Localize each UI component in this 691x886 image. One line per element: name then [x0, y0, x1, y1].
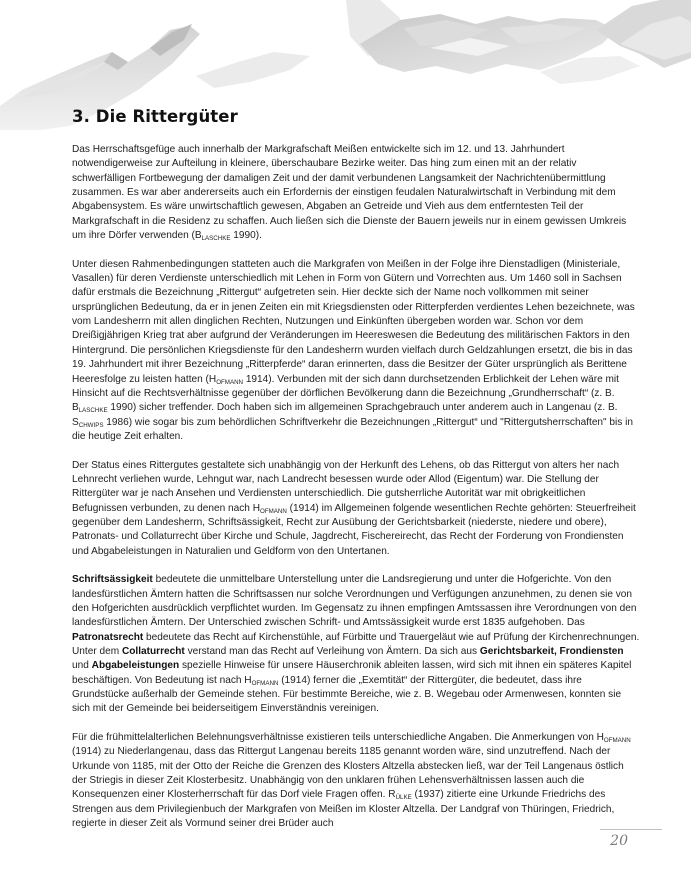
author-name-smallcaps: OFMANN	[251, 679, 279, 687]
paragraph	[72, 143, 640, 243]
text-run: Für die frühmittelalterlichen Belehnungsverhältnisse existieren teils unterschiedliche Angaben. Die Anmerkungen von H	[72, 732, 604, 744]
text-run: bedeutete die unmittelbare Unterstellung unter die Landsregierung und unter die Hofgerichte. Von den landesfürstlichen Ämtern hatten die Schriftsassen nur solche Verordnungen und Verfügungen anzunehmen, zu denen sie von den Hofgerichten ausdrücklich verpflichtet wurden. Im Gegensatz zu ihnen empfingen Amtssassen ihre Verordnungen von den landesfürstlichen Ämtern. Der Unterschied zwischen Schrift- und Amtssässigkeit wurde erst 1835 aufgehoben. Das	[72, 574, 637, 629]
text-run: Das Herrschaftsgefüge auch innerhalb der Markgrafschaft Meißen entwickelte sich im 12. und 13. Jahrhundert notwendigerweise zur Aufteilung in kleinere, überschaubare Bezirke weiter. Das hing zum einen mit an der relativ schwerfälligen Fortbewegung der damaligen Zeit und der damit verbundenen Langsamkeit der Nachrichtenübermittlung zusammen. Es war aber andererseits auch ein Erfordernis der einstigen feudalen Naturalwirtschaft in Verbindung mit dem Abgabensystem. Es wäre unwirtschaftlich gewesen, Abgaben an Getreide und Vieh aus dem entferntesten Teil der Markgrafschaft in die Residenz zu schaffen. Auch ließen sich die Dienste der Bauern jeweils nur in einem gewissen Umkreis um ihre Dörfer verwenden (B	[72, 144, 627, 242]
text-run: 1990) sicher treffender. Doch haben sich im allgemeinen Sprachgebrauch unter anderem auch in Langenau (z. B. S	[72, 402, 618, 428]
bold-term: Abgabeleistungen	[91, 660, 180, 672]
text-run: Unter diesen Rahmenbedingungen statteten auch die Markgrafen von Meißen in der Folge ihre Dienstadligen (Ministeriale, Vasallen) für deren Verdienste unterschiedlich mit Lehen in Form von Gütern und Vorrechten aus. Um 1460 soll in Sachsen dafür erstmals die Bezeichnung „Rittergut“ aufgetreten sein. Hier deckte sich der Name noch vollkommen mit seiner ursprünglichen Bedeutung, da er in jenen Zeiten ein mit Kriegsdiensten oder Ritterpferden verdientes Lehen bezeichnete, was vom Landesherrn mit allen dinglichen Rechten, Nutzungen und Einkünften übergeben worden war. Schon vor dem Dreißigjährigen Krieg trat aber aufgrund der Veränderungen im Heereswesen die Bedeutung des militärischen Faktors in den Hintergrund. Die persönlichen Kriegsdienste für den Landesherrn wurden vielfach durch Geldzahlungen ersetzt, die bis in das 19. Jahrhundert mit ihrer Bezeichnung „Ritterpferde“ daran erinnerten, dass die Besitzer der Güter ursprünglich als Berittene Heeresfolge zu leisten hatten (H	[72, 258, 635, 385]
bold-term: Schriftsässigkeit	[72, 574, 153, 586]
text-run: und	[72, 660, 92, 672]
author-name-smallcaps: OFMANN	[216, 378, 244, 386]
bold-term: Collaturrecht	[121, 646, 185, 658]
text-run: Der Status eines Rittergutes gestaltete sich unabhängig von der Herkunft des Lehens, ob das Rittergut von alters her nach Lehnrecht verliehen wurde, Lehngut war, nach Landrecht besessen wurde oder Allod (Eigentum) war. Die Stellung der Rittergüter war je nach Ansehen und Verdiensten unterschiedlich. Die gutsherrliche Autorität war mit obrigkeitlichen Befugnissen verbunden, zu denen nach H	[72, 459, 620, 514]
paragraph	[72, 459, 640, 559]
author-name-smallcaps: OFMANN	[603, 737, 631, 745]
page-number: 20	[610, 833, 628, 849]
paragraph	[72, 258, 640, 444]
text-run: (1937) zitierte eine Urkunde Friedrichs des Strengen aus dem Privilegienbuch der Markgrafen von Meißen im Kloster Altzella. Der Landgraf von Thüringen, Friedrich, regierte in dieser Zeit als Vormund seiner drei Brüder auch	[72, 789, 615, 830]
text-run: 1986) wie sogar bis zum behördlichen Schriftverkehr die Bezeichnungen „Rittergut“ und "Rittergutsherrschaften" bis in die heutige Zeit erhalten.	[72, 416, 633, 442]
text-run: (1914) im Allgemeinen folgende wesentlichen Rechte gehörten: Steuerfreiheit gegenüber dem Landesherrn, Schriftsässigkeit, Recht zur Ausübung der Gerichtsbarkeit (niederste, niedere und obere), Patronats- und Collaturrecht über Kirche und Schule, Jagdrecht, Fischereirecht, das Recht der Forderung von Frondiensten und Abgabeleistungen in Naturalien und Geldform von den Untertanen.	[72, 502, 636, 557]
text-run: verstand man das Recht auf Verleihung von Ämtern. Da sich aus	[184, 646, 480, 658]
footer-rule	[600, 829, 662, 830]
author-name-smallcaps: LASCHKE	[78, 407, 108, 415]
paragraph	[72, 731, 640, 831]
text-run: (1914) zu Niederlangenau, dass das Rittergut Langenau bereits 1185 genannt worden wäre, sind unzutreffend. Nach der Urkunde von 1185, mit der Otto der Reiche die Grenzen des Klosters Altzella abstecken ließ, war der Teil Langenaus östlich der Striegis in dieser Zeit Klosterbesitz. Unabhängig von den unklaren frühen Lehensverhältnissen lassen auch die Konsequenzen einer Klosterherrschaft für das Dorf viele Fragen offen. R	[72, 746, 624, 801]
paragraph	[72, 573, 640, 716]
author-name-smallcaps: OFMANN	[260, 507, 287, 515]
bold-term: Gerichtsbarkeit, Frondiensten	[479, 646, 624, 658]
text-run: spezielle Hinweise für unsere Häuserchronik ableiten lassen, wird sich mit ihnen ein späteres Kapitel beschäftigen. Von Bedeutung ist nach H	[72, 660, 632, 686]
author-name-smallcaps: ÜLKE	[395, 794, 412, 802]
text-run: bedeutete das Recht auf Kirchenstühle, auf Fürbitte und Trauergeläut wie auf Prüfung der Kirchenrechnungen. Unter dem	[72, 631, 640, 658]
bold-term: Patronatsrecht	[72, 631, 144, 643]
text-run: 1914). Verbunden mit der sich dann durchsetzenden Erblichkeit der Lehen wäre mit Hinsicht auf die Rechtsverhältnisse gegenüber der dörflichen Bevölkerung dann die Bezeichnung „Grundherrschaft“ (z. B. B	[72, 373, 619, 414]
page-footer	[600, 829, 662, 849]
author-name-smallcaps: CHWIPS	[78, 421, 104, 429]
text-run: 1990).	[230, 230, 262, 242]
article-body	[72, 143, 640, 846]
page-title: 3. Die Rittergüter	[72, 107, 238, 126]
author-name-smallcaps: LASCHKE	[201, 235, 231, 243]
text-run: (1914) ferner die „Exemtität“ der Rittergüter, die bedeutet, dass ihre Grundstücke außerhalb der Gemeinde stehen. Für bestimmte Bereiche, wie z. B. Wegebau oder Armenwesen, konnten sie sich mit der Gemeinde bei beiderseitigem Einverständnis vereinigen.	[72, 674, 622, 715]
